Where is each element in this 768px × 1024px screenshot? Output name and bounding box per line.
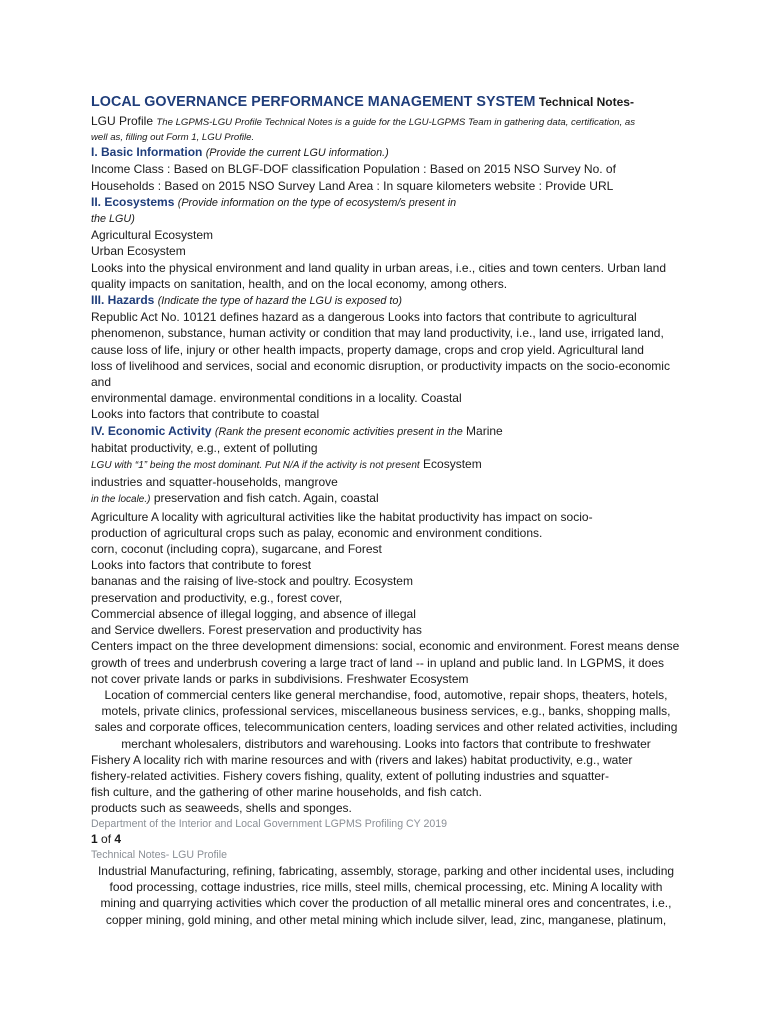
body-line: habitat productivity, e.g., extent of polluting bbox=[91, 440, 318, 455]
section-heading: I. Basic Information bbox=[91, 145, 203, 160]
body-line: Households : Based on 2015 NSO Survey Land Area : In square kilometers website : Provide URL bbox=[91, 178, 614, 193]
document-title: LOCAL GOVERNANCE PERFORMANCE MANAGEMENT SYSTEM bbox=[91, 94, 536, 110]
body-line: loss of livelihood and services, social and economic disruption, or productivity impacts on the socio-economic bbox=[91, 358, 670, 373]
body-line: merchant wholesalers, distributors and warehousing. Looks into factors that contribute to freshwater bbox=[121, 736, 651, 751]
section-heading-basic-information bbox=[91, 144, 681, 161]
body-line: not cover private lands or parks in subdivisions. Freshwater Ecosystem bbox=[91, 671, 469, 686]
section-heading: II. Ecosystems bbox=[91, 194, 175, 209]
section-heading: IV. Economic Activity bbox=[91, 423, 212, 438]
body-line: Agriculture A locality with agricultural activities like the habitat productivity has impact on socio- bbox=[91, 509, 593, 524]
body-line: bananas and the raising of live-stock and poultry. Ecosystem bbox=[91, 574, 413, 589]
body-line: Industrial Manufacturing, refining, fabricating, assembly, storage, parking and other incidental uses, including bbox=[97, 864, 675, 879]
body-line: quality impacts on sanitation, health, and on the local economy, among others. bbox=[91, 276, 508, 291]
body-line: Agricultural Ecosystem bbox=[91, 228, 214, 243]
body-line: Income Class : Based on BLGF-DOF classification Population : Based on 2015 NSO Survey No. of bbox=[91, 162, 616, 177]
section-note: (Rank the present economic activities present in the bbox=[214, 425, 463, 438]
body-line: industries and squatter-households, mangrove bbox=[91, 475, 338, 490]
body-text: preservation and fish catch. Again, coastal bbox=[153, 491, 379, 506]
body-line: Urban Ecosystem bbox=[91, 244, 186, 259]
body-line: copper mining, gold mining, and other metal mining which include silver, lead, zinc, manganese, platinum, bbox=[105, 912, 667, 927]
body-line: mining and quarrying activities which cover the production of all metallic mineral ores and concentrates, i.e., bbox=[100, 896, 672, 911]
section-heading: III. Hazards bbox=[91, 293, 155, 308]
body-line: phenomenon, substance, human activity or condition that may land productivity, i.e., land use, irrigated land, bbox=[91, 326, 664, 341]
section-heading-hazards bbox=[91, 292, 681, 309]
body-line: food processing, cottage industries, rice mills, steel mills, chemical processing, etc. Mining A locality with bbox=[109, 880, 663, 895]
body-line: corn, coconut (including copra), sugarcane, and Forest bbox=[91, 542, 382, 557]
body-line: and Service dwellers. Forest preservation and productivity has bbox=[91, 623, 422, 638]
body-line: motels, private clinics, professional services, miscellaneous business services, e.g., banks, shopping malls, bbox=[101, 704, 671, 719]
page-current: 1 bbox=[91, 832, 98, 847]
body-line: sales and corporate offices, telecommunication centers, loading services and other related activities, including bbox=[94, 720, 678, 735]
italic-note: LGU with “1” being the most dominant. Put N/A if the activity is not present bbox=[91, 460, 420, 472]
section-tail: Marine bbox=[466, 423, 503, 438]
section-note: (Provide information on the type of ecosystem/s present in bbox=[177, 196, 457, 209]
document-content bbox=[91, 92, 681, 928]
body-line: environmental damage. environmental conditions in a locality. Coastal bbox=[91, 391, 462, 406]
page-of: of bbox=[101, 832, 112, 847]
page-footer-department: Department of the Interior and Local Government LGPMS Profiling CY 2019 bbox=[91, 817, 448, 830]
document-subtitle: Technical Notes- bbox=[538, 95, 634, 109]
intro-text: The LGPMS-LGU Profile Technical Notes is a guide for the LGU-LGPMS Team in gathering data, certification, as bbox=[156, 117, 636, 128]
intro-lead: LGU Profile bbox=[91, 114, 154, 128]
running-head: Technical Notes- LGU Profile bbox=[91, 848, 228, 861]
section-note: (Provide the current LGU information.) bbox=[205, 147, 389, 160]
page-counter bbox=[91, 832, 681, 848]
intro-line bbox=[91, 113, 681, 131]
body-line: Looks into the physical environment and land quality in urban areas, i.e., cities and town centers. Urban land bbox=[91, 260, 667, 275]
body-line: cause loss of life, injury or other health impacts, property damage, crops and crop yield. Agricultural land bbox=[91, 342, 644, 357]
body-line: Looks into factors that contribute to coastal bbox=[91, 407, 320, 422]
intro-line: well as, filling out Form 1, LGU Profile. bbox=[91, 132, 255, 144]
body-line: products such as seaweeds, shells and sponges. bbox=[91, 801, 352, 816]
body-line: fishery-related activities. Fishery covers fishing, quality, extent of polluting industries and squatter- bbox=[91, 768, 610, 783]
section-note-continued: the LGU) bbox=[91, 213, 135, 226]
body-text: Ecosystem bbox=[423, 457, 482, 472]
body-line: production of agricultural crops such as palay, economic and environment conditions. bbox=[91, 525, 543, 540]
body-line: Fishery A locality rich with marine resources and with (rivers and lakes) habitat productivity, e.g., water bbox=[91, 752, 633, 767]
italic-note: in the locale.) bbox=[91, 494, 151, 506]
page-total: 4 bbox=[114, 832, 122, 847]
body-line: Centers impact on the three development dimensions: social, economic and environment. Forest means dense bbox=[91, 639, 680, 654]
section-heading-ecosystems bbox=[91, 194, 681, 211]
body-line: Commercial absence of illegal logging, and absence of illegal bbox=[91, 606, 416, 621]
body-line: fish culture, and the gathering of other marine households, and fish catch. bbox=[91, 785, 482, 800]
body-line bbox=[91, 490, 681, 508]
body-line: Republic Act No. 10121 defines hazard as a dangerous Looks into factors that contribute to agricultural bbox=[91, 310, 637, 325]
body-line: and bbox=[91, 375, 112, 390]
section-note: (Indicate the type of hazard the LGU is exposed to) bbox=[157, 295, 402, 308]
body-line: preservation and productivity, e.g., forest cover, bbox=[91, 590, 343, 605]
document-title-row bbox=[91, 92, 681, 112]
body-line: growth of trees and underbrush covering a large tract of land -- in upland and public land. In LGPMS, it does bbox=[91, 655, 664, 670]
body-line: Looks into factors that contribute to forest bbox=[91, 558, 312, 573]
section-heading-economic-activity bbox=[91, 423, 681, 440]
body-line: Location of commercial centers like general merchandise, food, automotive, repair shops, theaters, hotels, bbox=[104, 687, 668, 702]
body-line bbox=[91, 456, 681, 474]
